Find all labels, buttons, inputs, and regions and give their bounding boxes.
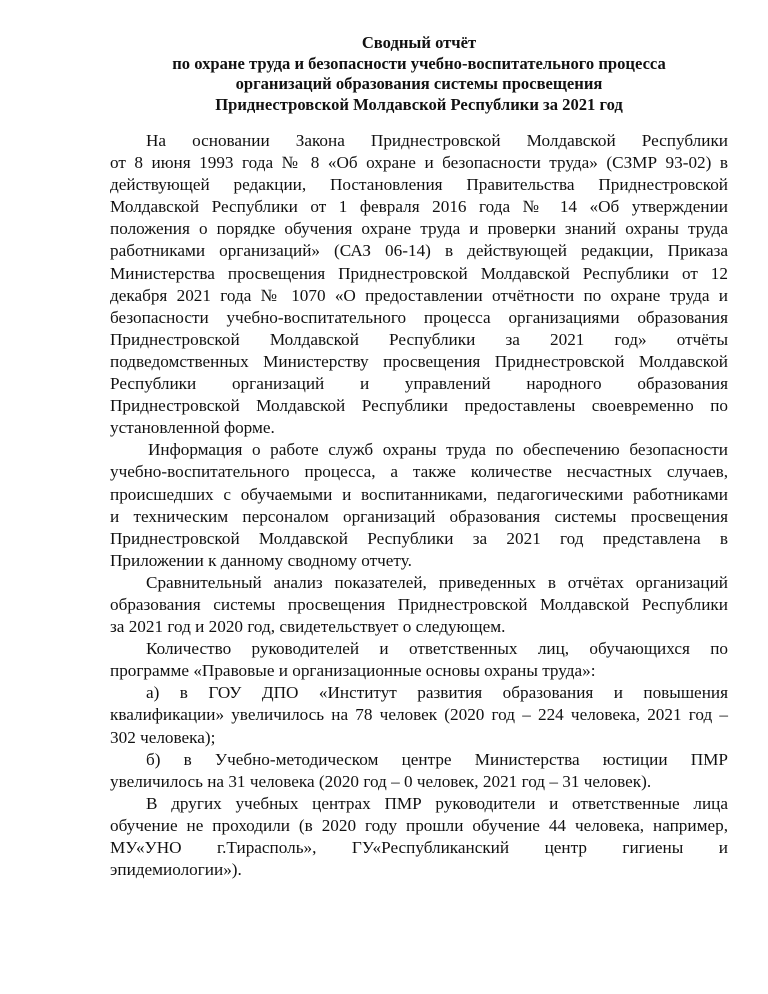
paragraph-line: декабря 2021 года № 1070 «О предоставлении отчётности по охране труда и [110,285,728,305]
title-line: Приднестровской Молдавской Республики за 2021 год [215,94,623,114]
paragraph [110,793,728,881]
paragraph [110,572,728,638]
paragraph-line: учебно-воспитательного процесса, а также количестве несчастных случаев, [110,462,728,482]
paragraph-line: МУ«УНО г.Тирасполь», ГУ«Республиканский центр гигиены и [110,838,728,857]
paragraph-line: а) в ГОУ ДПО «Институт развития образования и повышения [146,683,728,703]
paragraph-line: программе «Правовые и организационные основы охраны труда»: [110,661,596,681]
paragraph [110,130,728,439]
paragraph-line: Сравнительный анализ показателей, приведенных в отчётах организаций [146,572,728,592]
paragraph-line: Приднестровской Молдавской Республики предоставлены своевременно по [110,396,728,416]
paragraph-line: Республики организаций и управлений народного образования [110,374,728,394]
paragraph-line: и техническим персоналом организаций образования системы просвещения [110,506,728,526]
title-line: Сводный отчёт [361,33,477,52]
paragraph-line: установленной форме. [110,418,275,438]
paragraph-line: Молдавской Республики от 1 февраля 2016 года № 14 «Об утверждении [110,197,728,217]
paragraph-line: В других учебных центрах ПМР руководители и ответственные лица [146,793,728,813]
title-line: по охране труда и безопасности учебно-воспитательного процесса [172,53,666,73]
paragraph-line: происшедших с обучаемыми и воспитанниками, педагогическими работниками [110,484,728,504]
paragraph-line: образования системы просвещения Приднестровской Молдавской Республики [110,594,728,614]
paragraph-line: 302 человека); [110,727,216,747]
paragraph [110,638,728,682]
paragraph-line: безопасности учебно-воспитательного процесса организациями образования [110,307,728,327]
paragraph-line: Приднестровской Молдавской Республики за 2021 год» отчёты [110,329,728,349]
paragraph-line: Количество руководителей и ответственных лиц, обучающихся по [146,639,728,659]
paragraph [110,439,728,572]
document-body [110,130,728,881]
paragraph-line: увеличилось на 31 человека (2020 год – 0 человек, 2021 год – 31 человек). [110,771,652,791]
paragraph-line: за 2021 год и 2020 год, свидетельствует о следующем. [110,617,506,637]
title-line: организаций образования системы просвещения [235,74,603,93]
paragraph-line: положения о порядке обучения охране труда и проверки знаний охраны труда [110,219,728,239]
paragraph-line: квалификации» увеличилось на 78 человек (2020 год – 224 человека, 2021 год – [110,705,728,725]
paragraph-line: обучение не проходили (в 2020 году прошли обучение 44 человека, например, [110,815,728,835]
paragraph [110,749,728,793]
paragraph-line: б) в Учебно-методическом центре Министерства юстиции ПМР [146,749,728,769]
paragraph-line: работниками организаций» (САЗ 06-14) в действующей редакции, Приказа [110,241,728,261]
paragraph-line: от 8 июня 1993 года № 8 «Об охране и безопасности труда» (СЗМР 93-02) в [110,153,728,173]
document-title [110,33,728,115]
paragraph-line: Информация о работе служб охраны труда по обеспечению безопасности [148,440,728,460]
paragraph-line: Приднестровской Молдавской Республики за 2021 год представлена в [110,528,728,548]
paragraph-line: На основании Закона Приднестровской Молдавской Республики [146,131,728,150]
paragraph-line: Приложении к данному сводному отчету. [110,550,412,570]
paragraph-line: Министерства просвещения Приднестровской Молдавской Республики от 12 [110,263,728,283]
paragraph-line: эпидемиологии»). [110,860,242,880]
paragraph-line: действующей редакции, Постановления Правительства Приднестровской [110,175,728,195]
paragraph-line: подведомственных Министерству просвещения Приднестровской Молдавской [110,351,728,371]
paragraph [110,682,728,748]
